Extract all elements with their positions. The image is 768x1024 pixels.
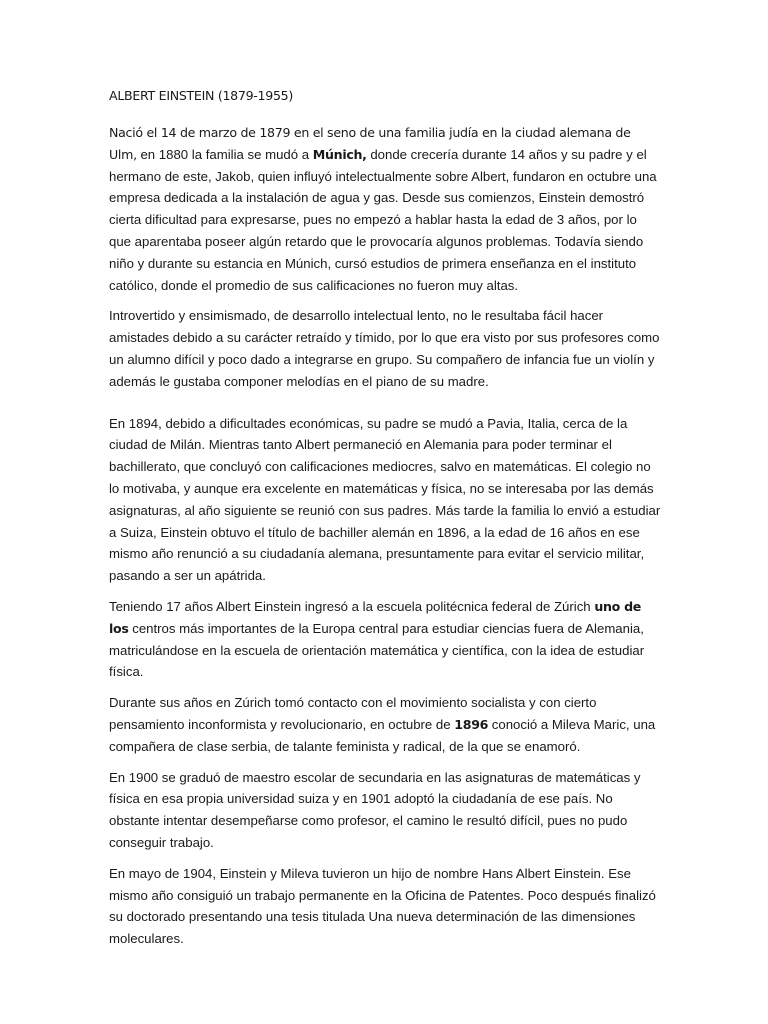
paragraph-mileva-text-b: conoció a Mileva Maric, una compañera de clase serbia, de talante feminista y radical, de la que se enamoró. bbox=[109, 716, 656, 754]
document-body bbox=[109, 86, 661, 959]
paragraph-birth-city: Múnich, bbox=[312, 146, 367, 162]
paragraph-birth-text-b: donde crecería durante 14 años y su padre y el hermano de este, Jakob, quien influyó intelectualmente sobre Albert, fundaron en octubre una empresa dedicada a la instalación de agua y gas. Desde sus comienzos, Einstein demostró cierta dificultad para expresarse, pues no empezó a hablar hasta la edad de 3 años, por lo que aparentaba poseer algún retardo que le provocaría algunos problemas. Todavía siendo niño y durante su estancia en Múnich, cursó estudios de primera enseñanza en el instituto católico, donde el promedio de sus calificaciones no fueron muy altas. bbox=[109, 146, 657, 293]
paragraph-zurich-bold: uno de los bbox=[109, 598, 642, 636]
document-title: ALBERT EINSTEIN (1879-1955) bbox=[109, 88, 294, 103]
paragraph-birth bbox=[109, 122, 661, 296]
paragraph-zurich-text-b: centros más importantes de la Europa central para estudiar ciencias fuera de Alemania, matriculándose en la escuela de orientación matemática y científica, con la idea de estudiar física. bbox=[109, 620, 645, 680]
paragraph-zurich bbox=[109, 596, 661, 683]
paragraph-1900: En 1900 se graduó de maestro escolar de secundaria en las asignaturas de matemáticas y física en esa propia universidad suiza y en 1901 adoptó la ciudadanía de ese país. No obstante intentar desempeñarse como profesor, el camino le resultó difícil, pues no pudo conseguir trabajo. bbox=[109, 769, 641, 850]
paragraph-1904: En mayo de 1904, Einstein y Mileva tuvieron un hijo de nombre Hans Albert Einstein. Ese mismo año consiguió un trabajo permanente en la Oficina de Patentes. Poco después finalizó su doctorado presentando una tesis titulada Una nueva determinación de las dimensiones moleculares. bbox=[109, 865, 656, 947]
paragraph-mileva-text-a: Durante sus años en Zúrich tomó contacto con el movimiento socialista y con cierto pensamiento inconformista y revolucionario, en octubre de bbox=[109, 695, 597, 732]
paragraph-mileva-year: 1896 bbox=[454, 716, 489, 732]
paragraph-birth-text-a: en 1880 la familia se mudó a bbox=[136, 146, 313, 162]
paragraph-zurich-text-a: Teniendo 17 años Albert Einstein ingresó a la escuela politécnica federal de Zúrich bbox=[109, 598, 595, 614]
paragraph-1894: En 1894, debido a dificultades económicas, su padre se mudó a Pavia, Italia, cerca de la ciudad de Milán. Mientras tanto Albert permaneció en Alemania para poder terminar el bachillerato, que concluyó con calificaciones mediocres, salvo en matemáticas. El colegio no lo motivaba, y aunque era excelente en matemáticas y física, no se interesaba por las demás asignaturas, al año siguiente se reunió con sus padres. Más tarde la familia lo envió a estudiar a Suiza, Einstein obtuvo el título de bachiller alemán en 1896, a la edad de 16 años en ese mismo año renunció a su ciudadanía alemana, presuntamente para evitar el servicio militar, pasando a ser un apátrida. bbox=[109, 415, 661, 584]
paragraph-childhood: Introvertido y ensimismado, de desarrollo intelectual lento, no le resultaba fácil hacer amistades debido a su carácter retraído y tímido, por lo que era visto por sus profesores como un alumno difícil y poco dado a integrarse en grupo. Su compañero de infancia fue un violín y además le gustaba componer melodías en el piano de su madre. bbox=[109, 308, 660, 389]
paragraph-mileva bbox=[109, 692, 661, 757]
paragraph-birth-lead: Nació el 14 de marzo de 1879 en el seno de una familia judía en la ciudad alemana de Ulm, bbox=[109, 125, 631, 162]
